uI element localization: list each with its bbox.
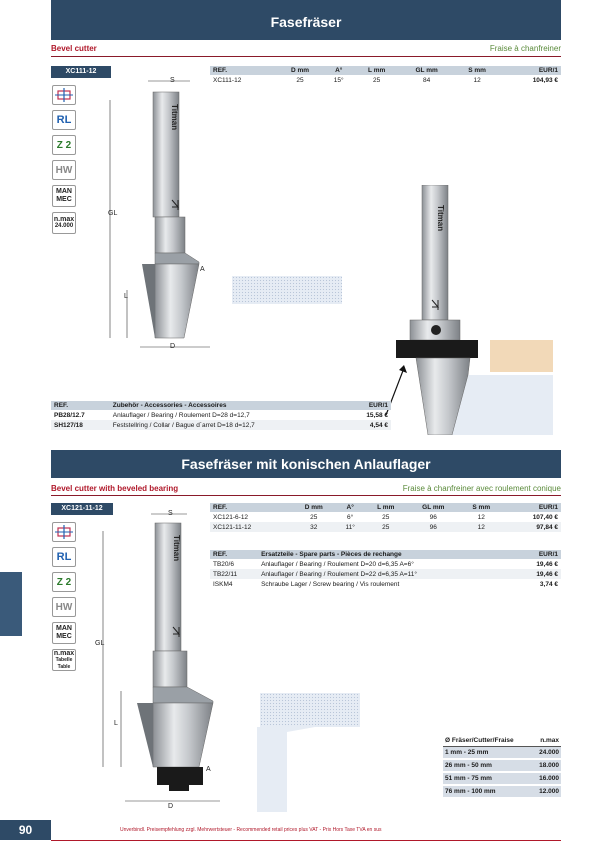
footer-note: Unverbindl. Preisempfehlung zzgl. Mehrwertsteuer - Recommended retail prices plus VAT - Prix Hors Taxe TVA en sus xyxy=(120,827,382,833)
machine-icon xyxy=(52,85,76,105)
table-row: XC121-11-12 32 11° 25 96 12 97,84 € xyxy=(210,522,561,532)
table-row: TB22/11 Anlauflager / Bearing / Roulement D=22 d=6,35 A=11° 19,46 € xyxy=(210,569,561,579)
dim-gl: GL xyxy=(108,210,118,217)
dim-s: S xyxy=(170,77,175,84)
section2-subtitle-fr: Fraise à chanfreiner avec roulement conique xyxy=(402,484,561,493)
divider xyxy=(51,56,561,57)
table-row: 76 mm - 100 mm 12.000 xyxy=(443,785,561,798)
rotation-rl-icon: RL xyxy=(52,547,76,567)
svg-text:Titman: Titman xyxy=(436,205,445,232)
cutter-in-use-illustration-1 xyxy=(380,185,562,435)
section2-feature-icons xyxy=(52,522,78,676)
svg-text:Titman: Titman xyxy=(172,535,181,562)
z2-icon: Z 2 xyxy=(52,135,76,155)
section2-ref-badge: XC121-11-12 xyxy=(51,503,113,515)
section2-subtitle-bar xyxy=(51,484,561,493)
dim-gl: GL xyxy=(95,640,105,647)
workpiece-illustration xyxy=(232,276,342,304)
section1-subtitle-bar xyxy=(51,44,561,53)
cutter-drawing-1 xyxy=(100,72,220,357)
table-row: PB28/12.7 Anlauflager / Bearing / Roulement D=28 d=12,7 15,58 € xyxy=(54,411,388,419)
man-mec-icon: MAN MEC xyxy=(52,622,76,644)
nmax-icon: n.max 24.000 xyxy=(52,212,76,234)
dim-s: S xyxy=(168,510,173,517)
svg-text:Titman: Titman xyxy=(170,104,179,131)
dim-l: L xyxy=(114,720,118,727)
section2-subtitle-en: Bevel cutter with beveled bearing xyxy=(51,484,179,493)
section1-subtitle-fr: Fraise à chanfreiner xyxy=(489,44,561,53)
hw-icon: HW xyxy=(52,597,76,617)
dim-a: A xyxy=(206,766,211,773)
section1-feature-icons xyxy=(52,85,78,239)
man-mec-icon: MAN MEC xyxy=(52,185,76,207)
section1-ref-badge: XC111-12 xyxy=(51,66,111,78)
section2-title: Fasefräser mit konischen Anlauflager xyxy=(51,450,561,478)
section1-price-table: REF. D mm A° L mm GL mm S mm EUR/1 XC111-12 25 15° 25 84 12 104,93 € xyxy=(210,66,561,85)
section2-price-table: REF. D mm A° L mm GL mm S mm EUR/1 XC121-6-12 25 6° 25 96 12 107,40 € XC121-11-12 32 11° 25 96 12 97,84 € xyxy=(210,503,561,532)
z2-icon: Z 2 xyxy=(52,572,76,592)
dim-d: D xyxy=(168,803,174,810)
table-row: 26 mm - 50 mm 18.000 xyxy=(443,759,561,772)
table-row: XC121-6-12 25 6° 25 96 12 107,40 € xyxy=(213,513,558,521)
section1-title: Fasefräser xyxy=(51,0,561,40)
workpiece-edge-illustration xyxy=(257,722,317,812)
table-row: 51 mm - 75 mm 16.000 xyxy=(443,772,561,785)
footer-divider xyxy=(51,840,561,841)
table-row: ISKM4 Schraube Lager / Screw bearing / Vis roulement 3,74 € xyxy=(213,580,558,588)
table-row: 1 mm - 25 mm 24.000 xyxy=(443,747,561,760)
page-number: 90 xyxy=(0,820,51,840)
divider xyxy=(51,495,561,496)
section2-spare-parts-table: REF. Ersatzteile - Spare parts - Pièces de rechange EUR/1 TB20/6 Anlauflager / Bearing / Roulement D=20 d=6,35 A=6° 19,46 € TB22/11 Anlauflager / Bearing / Roulement D=22 d=6,35 A=11° 19,46 € ISKM4 Schraube Lager / Screw bearing / Vis roulement 3,74 € xyxy=(210,550,561,589)
machine-icon xyxy=(52,522,76,542)
section1-subtitle-en: Bevel cutter xyxy=(51,44,97,53)
hw-icon: HW xyxy=(52,160,76,180)
chapter-tab xyxy=(0,572,22,636)
nmax-table: Ø Fräser/Cutter/Fraise n.max 1 mm - 25 mm 24.000 26 mm - 50 mm 18.000 51 mm - 75 mm 16.000 76 mm - 100 mm 12.000 xyxy=(443,735,561,799)
table-row: SH127/18 Feststellring / Collar / Bague d´arret D=18 d=12,7 4,54 € xyxy=(51,420,391,430)
section1-accessories-table: REF. Zubehör - Accessories - Accessoires EUR/1 PB28/12.7 Anlauflager / Bearing / Roulement D=28 d=12,7 15,58 € SH127/18 Feststellring / Collar / Bague d´arret D=18 d=12,7 4,54 € xyxy=(51,401,391,430)
nmax-icon: n.max Tabelle Table xyxy=(53,649,75,670)
dim-a: A xyxy=(200,266,205,273)
table-row: TB20/6 Anlauflager / Bearing / Roulement D=20 d=6,35 A=6° 19,46 € xyxy=(213,560,558,568)
table-row: XC111-12 25 15° 25 84 12 104,93 € xyxy=(213,76,558,84)
dim-l: L xyxy=(124,293,128,300)
rotation-rl-icon: RL xyxy=(52,110,76,130)
dim-d: D xyxy=(170,343,176,350)
